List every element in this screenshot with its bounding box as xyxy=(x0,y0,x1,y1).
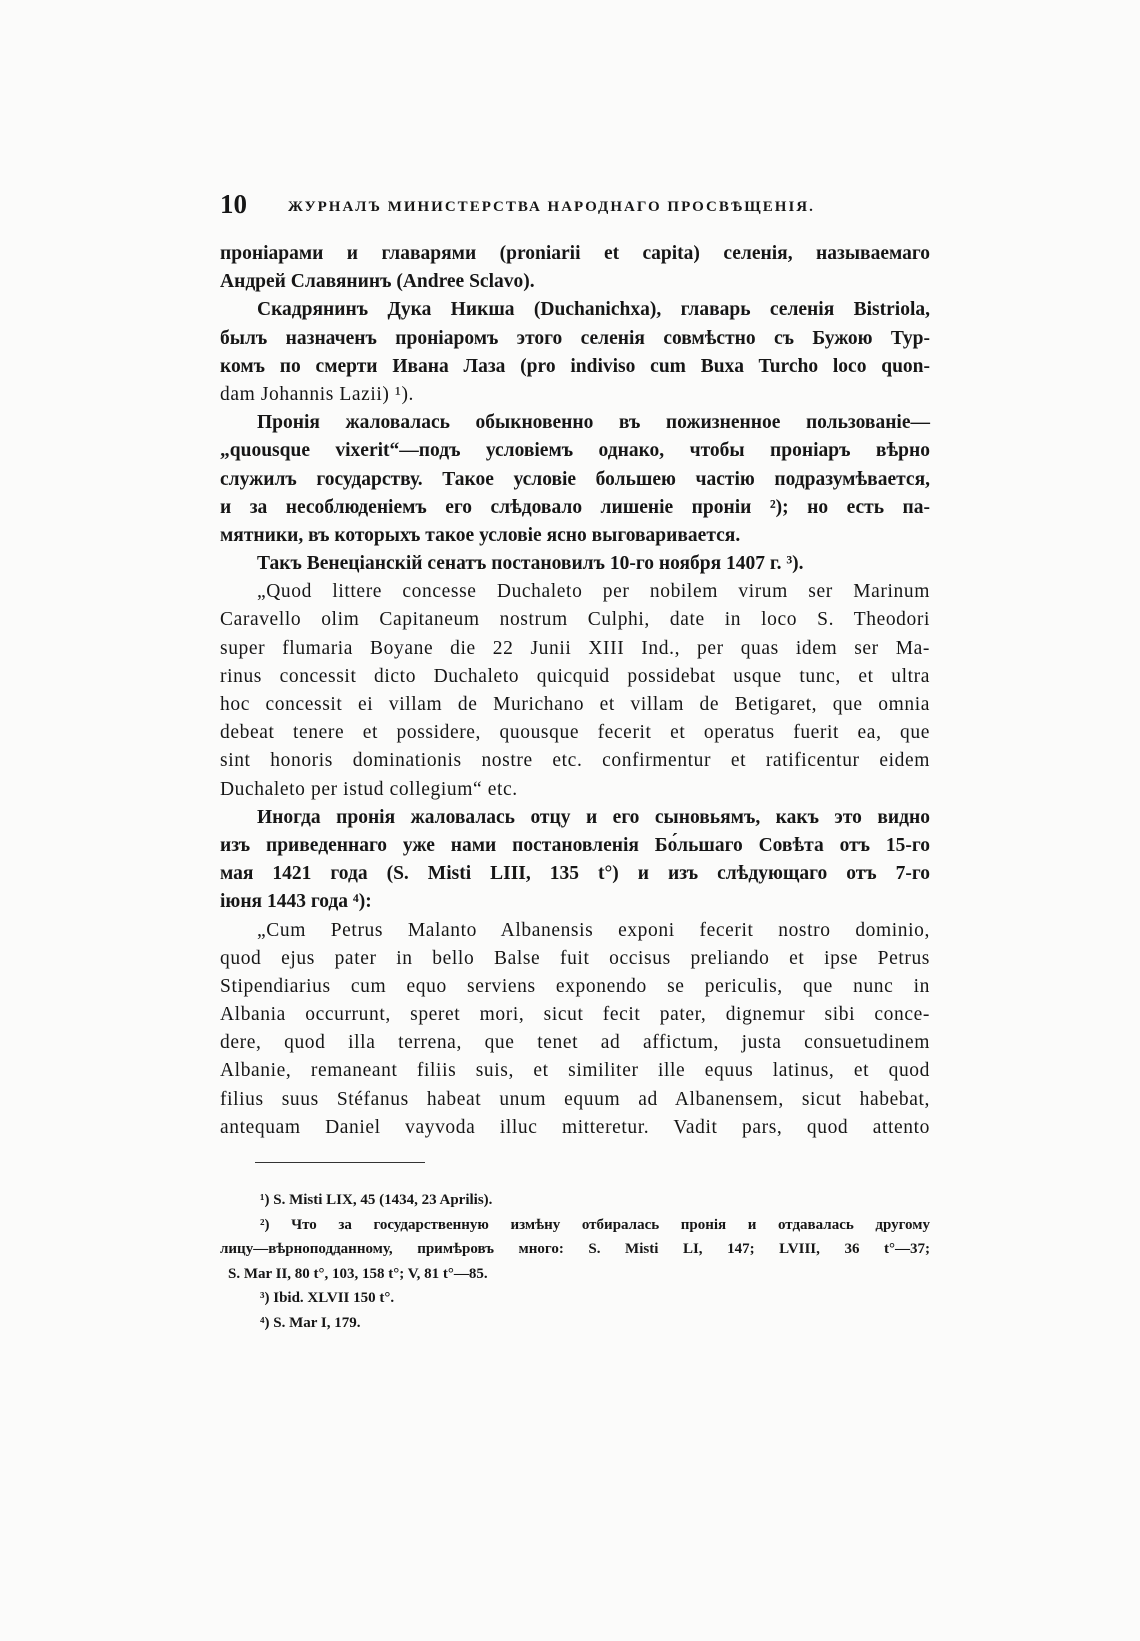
text-line: dere, quod illa terrena, que tenet ad affictum, justa consuetudinem xyxy=(220,1032,930,1054)
running-title: ЖУРНАЛЪ МИНИСТЕРСТВА НАРОДНАГО ПРОСВѢЩЕНІЯ. xyxy=(288,199,815,215)
text-line: Андрей Славянинъ (Andree Sclavo). xyxy=(220,271,535,293)
text-line: Иногда пронія жаловалась отцу и его сыновьямъ, какъ это видно xyxy=(257,806,930,828)
text-line: sint honoris dominationis nostre etc. confirmentur et ratificentur eidem xyxy=(220,750,930,772)
text-line: Скадрянинъ Дука Никша (Duchanichxa), главарь селенія Bistriola, xyxy=(257,299,930,321)
text-line: „Quod littere concesse Duchaleto per nobilem virum ser Marinum xyxy=(257,581,930,603)
text-line: мятники, въ которыхъ такое условіе ясно выговаривается. xyxy=(220,524,741,546)
text-line: изъ приведеннаго уже нами постановленія Бо́льшаго Совѣта отъ 15-го xyxy=(220,834,930,856)
text-line: проніарами и главарями (proniarii et capita) селенія, называемаго xyxy=(220,243,930,264)
text-line: debeat tenere et possidere, quousque fecerit et operatus fuerit ea, que xyxy=(220,722,930,744)
text-line: rinus concessit dicto Duchaleto quicquid possidebat usque tunc, et ultra xyxy=(220,665,930,687)
text-line: Duchaleto per istud collegium“ etc. xyxy=(220,778,518,800)
text-line: служилъ государству. Такое условіе большею частію подразумѣвается, xyxy=(220,468,930,490)
quotation-paragraph xyxy=(220,578,930,804)
footnote-line: S. Mar II, 80 t°, 103, 158 t°; V, 81 t°—85. xyxy=(228,1265,488,1282)
text-line: Stipendiarius cum equo serviens exponendo se periculis, que nunc in xyxy=(220,975,930,997)
quotation-paragraph xyxy=(220,917,930,1143)
footnote-line: ²) Что за государственную измѣну отбиралась пронія и отдавалась другому xyxy=(260,1216,930,1233)
footnote-rule xyxy=(255,1162,425,1163)
footnote-line: ⁴) S. Mar I, 179. xyxy=(260,1314,361,1331)
text-line: dam Johannis Lazii) ¹). xyxy=(220,383,415,405)
text-line: мая 1421 года (S. Misti LIII, 135 t°) и изъ слѣдующаго отъ 7-го xyxy=(220,863,930,885)
paragraph xyxy=(220,296,930,409)
text-line: quod ejus pater in bello Balse fuit occisus preliando et ipse Petrus xyxy=(220,947,930,969)
text-line: „quousque vixerit“—подъ условіемъ однако, чтобы проніаръ вѣрно xyxy=(220,440,930,462)
paragraph xyxy=(220,409,930,550)
footnote-line: лицу—вѣрноподданному, примѣровъ много: S. Misti LI, 147; LVIII, 36 t°—37; xyxy=(220,1241,930,1258)
text-line: hoc concessit ei villam de Murichano et villam de Betigaret, que omnia xyxy=(220,694,930,715)
footnote xyxy=(220,1286,930,1311)
paragraph xyxy=(220,550,930,578)
text-line: комъ по смерти Ивана Лаза (pro indiviso cum Buxa Turcho loco quon- xyxy=(220,355,930,377)
page-number: 10 xyxy=(220,189,247,219)
footnote-line: ³) Ibid. XLVII 150 t°. xyxy=(260,1290,395,1307)
text-line: Albanie, remaneant filiis suis, et similiter ille equus latinus, et quod xyxy=(220,1060,930,1082)
text-line: „Cum Petrus Malanto Albanensis exponi fecerit nostro dominio, xyxy=(257,919,930,941)
footnote-line: ¹) S. Misti LIX, 45 (1434, 23 Aprilis). xyxy=(260,1192,493,1208)
text-line: antequam Daniel vayvoda illuc mitteretur. Vadit pars, quod attento xyxy=(220,1116,930,1138)
text-line: super flumaria Boyane die 22 Junii XIII Ind., per quas idem ser Ma- xyxy=(220,637,930,659)
footnote xyxy=(220,1311,930,1336)
text-line: былъ назначенъ проніаромъ этого селенія совмѣстно съ Бужою Тур- xyxy=(220,327,930,349)
text-line: filius suus Stéfanus habeat unum equum ad Albanensem, sicut habebat, xyxy=(220,1088,930,1110)
text-line: Такъ Венеціанскій сенатъ постановилъ 10-го ноября 1407 г. ³). xyxy=(257,553,804,575)
paragraph xyxy=(220,804,930,917)
footnote xyxy=(220,1213,930,1287)
text-line: Caravello olim Capitaneum nostrum Culphi, date in loco S. Theodori xyxy=(220,609,930,631)
body-text xyxy=(220,240,930,1142)
paragraph xyxy=(220,240,930,296)
text-line: іюня 1443 года ⁴): xyxy=(220,891,372,913)
text-line: Albania occurrunt, speret mori, sicut fecit pater, dignemur sibi conce- xyxy=(220,1004,930,1026)
text-line: Пронія жаловалась обыкновенно въ пожизненное пользованіе— xyxy=(257,412,930,434)
footnote xyxy=(220,1188,930,1213)
footnotes xyxy=(220,1188,930,1336)
text-line: и за несоблюденіемъ его слѣдовало лишеніе проніи ²); но есть па- xyxy=(220,496,930,518)
